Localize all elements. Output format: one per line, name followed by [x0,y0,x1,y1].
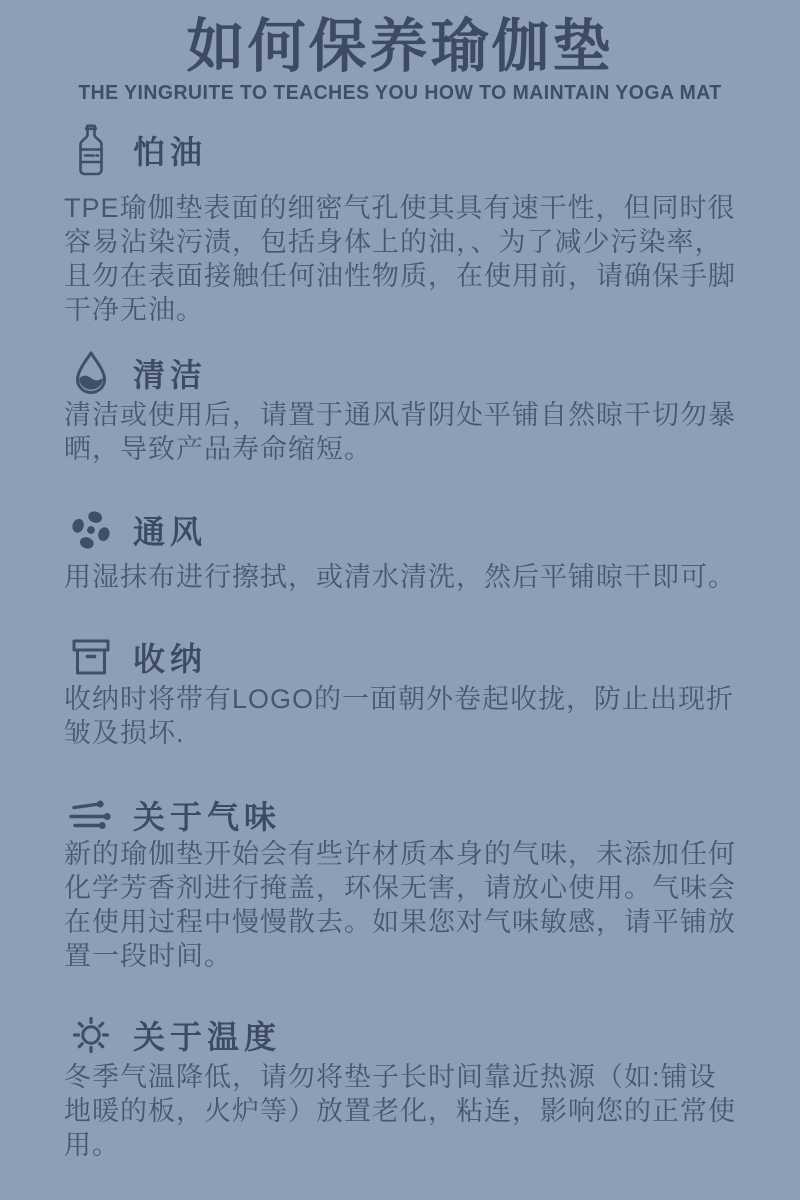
title-block [0,0,800,106]
section-vent-header [64,505,736,555]
section-temp-title: 关于温度 [133,1019,282,1055]
section-store-body: 收纳时将带有LOGO的一面朝外卷起收拢，防止出现折皱及损坏. [64,684,735,748]
section-temp-body: 冬季气温降低，请勿将垫子长时间靠近热源（如:铺设地暖的板，火炉等）放置老化，粘连，影响您的正常使用。 [64,1062,736,1160]
section-vent [64,505,736,594]
section-vent-body: 用湿抹布进行擦拭，或清水清洗，然后平铺晾干即可。 [64,562,736,592]
section-smell-title: 关于气味 [133,799,282,835]
page-title: 如何保养瑜伽垫 [186,14,614,79]
wind-smell-icon [64,796,118,834]
section-smell-body: 新的瑜伽垫开始会有些许材质本身的气味，未添加任何化学芳香剂进行掩盖，环保无害，请放心使用。气味会在使用过程中慢慢散去。如果您对气味敏感，请平铺放置一段时间。 [64,839,736,971]
section-oil-header [64,123,736,177]
section-vent-title: 通风 [133,514,208,550]
storage-box-icon [64,636,118,678]
section-clean-header [64,348,736,398]
section-temp [64,1010,736,1162]
section-oil-title: 怕油 [133,134,208,170]
section-temp-header [64,1010,736,1060]
section-oil [64,123,736,327]
fan-flower-icon [64,506,118,554]
section-clean-title: 清洁 [133,357,208,393]
section-store-header [64,632,736,682]
section-clean-body: 清洁或使用后，请置于通风背阴处平铺自然晾干切勿暴晒，导致产品寿命缩短。 [64,400,736,464]
page-subtitle: THE YINGRUITE TO TEACHES YOU HOW TO MAINTAIN YOGA MAT [78,82,722,104]
sun-icon [64,1012,118,1058]
water-drop-icon [64,350,118,396]
section-smell-header [64,793,736,837]
section-store-title: 收纳 [133,641,208,677]
section-store [64,632,736,750]
oil-bottle-icon [64,124,118,176]
section-clean [64,348,736,466]
section-oil-body: TPE瑜伽垫表面的细密气孔使其具有速干性，但同时很容易沾染污渍，包括身体上的油，、为了减少污染率，且勿在表面接触任何油性物质，在使用前，请确保手脚干净无油。 [64,193,736,325]
section-smell [64,793,736,973]
